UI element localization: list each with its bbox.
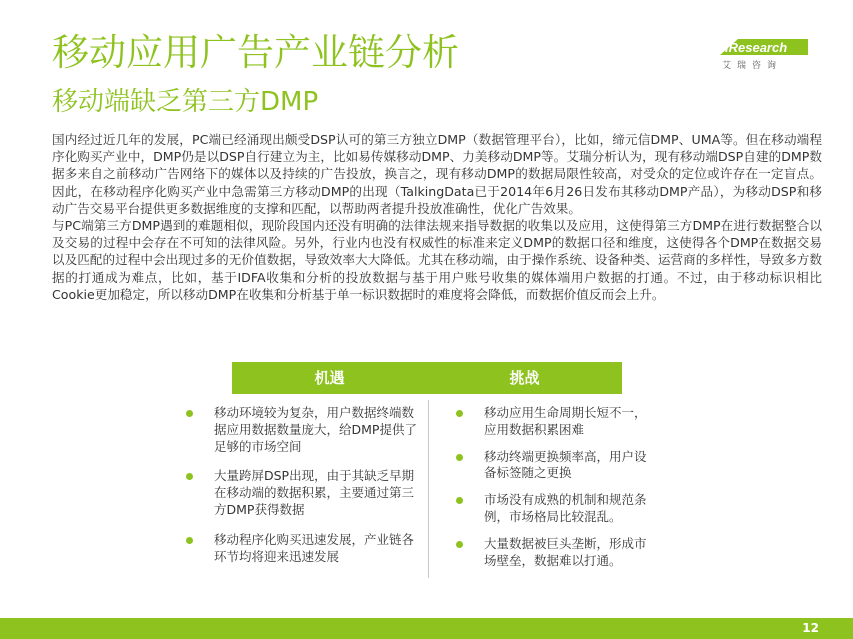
body-text — [52, 131, 822, 303]
iresearch-logo-text: iResearch — [725, 40, 788, 55]
iresearch-logo-subtext: 艾瑞咨询 — [722, 61, 783, 71]
column-divider — [428, 400, 429, 578]
page-subtitle: 移动端缺乏第三方DMP — [52, 87, 319, 117]
opportunity-item — [186, 532, 422, 566]
bullet-icon — [186, 410, 193, 417]
paragraph-1: 国内经过近几年的发展，PC端已经涌现出颇受DSP认可的第三方独立DMP（数据管理平台），比如，缔元信DMP、UMA等。但在移动端程序化购买产业中，DMP仍是以DSP自行建立为主，比如易传媒移动DMP、力美移动DMP等。艾瑞分析认为，现有移动端DSP自建的DMP数据多来自之前移动广告网络下的媒体以及持续的广告投放，换言之，现有移动DMP的数据局限性较高，对受众的定位或许存在一定盲点。因此，在移动程序化购买产业中急需第三方移动DMP的出现（TalkingData已于2014年6月26日发布其移动DMP产品），为移动DSP和移动广告交易平台提供更多数据维度的支撑和匹配，以帮助两者提升投放准确性，优化广告效果。 — [52, 132, 822, 216]
challenge-text: 大量数据被巨头垄断，形成市场壁垒，数据难以打通。 — [484, 535, 647, 568]
opportunities-list — [186, 405, 422, 578]
challenge-text: 移动应用生命周期长短不一，应用数据积累困难 — [484, 405, 647, 437]
bullet-icon — [456, 454, 463, 461]
paragraph-2: 与PC端第三方DMP遇到的难题相似，现阶段国内还没有明确的法律法规来指导数据的收集以及应用，这使得第三方DMP在进行数据整合以及交易的过程中会存在不可知的法律风险。另外，行业内也没有权威性的标准来定义DMP的数据口径和维度，这使得各个DMP在数据交易以及匹配的过程中会出现过多的无价值数据，导致效率大大降低。尤其在移动端，由于操作系统、设备种类、运营商的多样性，导致多方数据的打通成为难点，比如，基于IDFA收集和分析的投放数据与基于用户账号收集的媒体端用户数据的打通。不过，由于移动标识相比Cookie更加稳定，所以移动DMP在收集和分析基于单一标识数据时的难度将会降低，而数据价值反而会上升。 — [52, 218, 822, 302]
opportunity-text: 移动环境较为复杂，用户数据终端数据应用数据数量庞大，给DMP提供了足够的市场空间 — [214, 405, 417, 454]
challenge-text: 市场没有成熟的机制和规范条例，市场格局比较混乱。 — [484, 492, 647, 524]
bullet-icon — [456, 497, 463, 504]
challenge-item — [456, 405, 656, 439]
bullet-icon — [186, 537, 193, 544]
page-number: 12 — [802, 621, 819, 635]
opportunities-header: 机遇 — [314, 369, 345, 387]
opportunity-text: 移动程序化购买迅速发展，产业链各环节均将迎来迅速发展 — [214, 531, 415, 564]
iresearch-logo — [718, 36, 818, 76]
challenges-list — [456, 405, 656, 579]
bullet-icon — [456, 410, 463, 417]
footer-bar — [0, 618, 853, 639]
page-title: 移动应用广告产业链分析 — [52, 31, 459, 74]
opportunity-item — [186, 468, 422, 518]
challenge-item — [456, 536, 656, 570]
bullet-icon — [456, 541, 463, 548]
challenge-item — [456, 449, 656, 483]
opportunity-text: 大量跨屏DSP出现，由于其缺乏早期在移动端的数据积累，主要通过第三方DMP获得数据 — [214, 468, 415, 517]
challenge-text: 移动终端更换频率高，用户设备标签随之更换 — [484, 448, 647, 481]
challenges-header: 挑战 — [509, 369, 540, 387]
challenge-item — [456, 492, 656, 526]
iresearch-logo-mark — [718, 36, 810, 58]
comparison-table-header — [232, 362, 622, 394]
bullet-icon — [186, 473, 193, 480]
opportunity-item — [186, 405, 422, 455]
